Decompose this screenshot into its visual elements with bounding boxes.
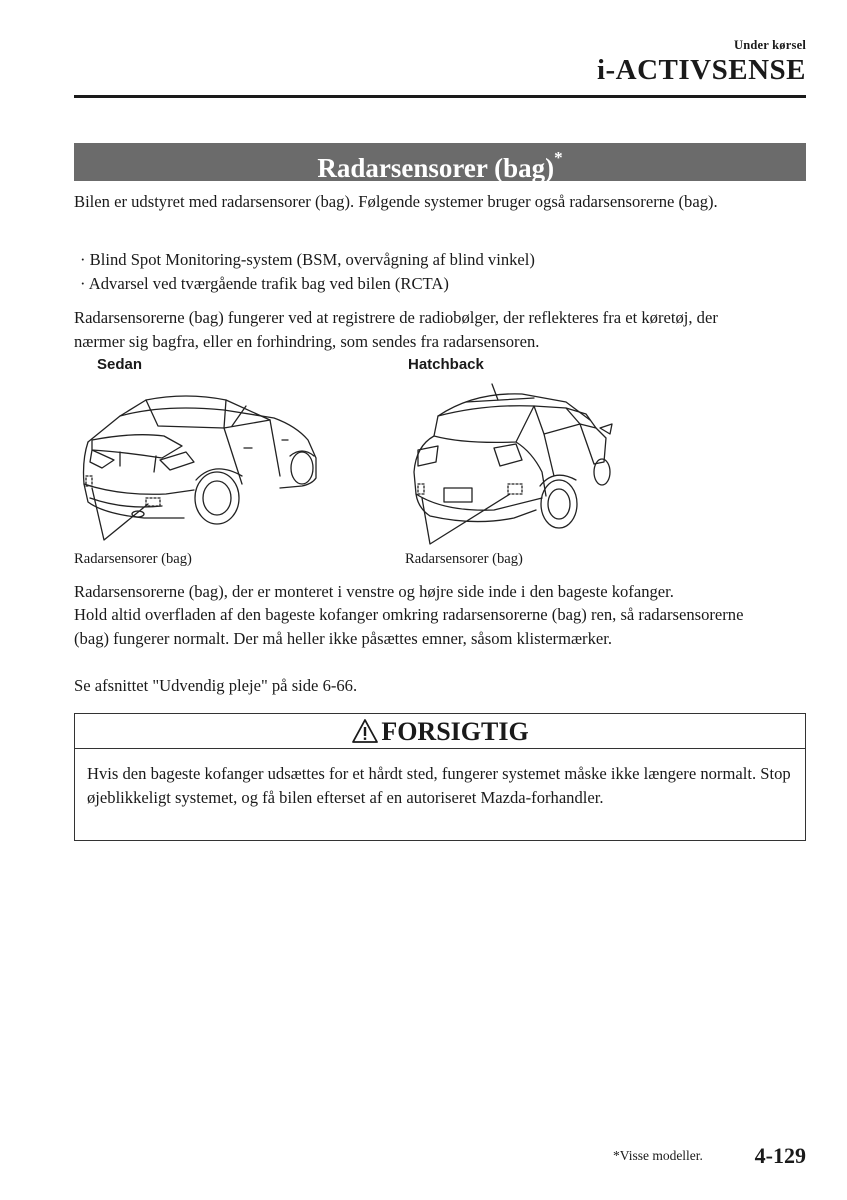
function-paragraph: Radarsensorerne (bag) fungerer ved at registrere de radiobølger, der reflekteres fra et køretøj, der nærmer sig bagfra, eller en forhindring, som sendes fra radarsensoren. [74, 308, 718, 351]
figure-caption-sedan: Radarsensorer (bag) [74, 551, 192, 567]
warning-triangle-icon [351, 718, 379, 744]
footnote-marker: * [554, 148, 563, 167]
section-title-bar [74, 143, 806, 181]
caution-box [74, 713, 806, 841]
section-title: Radarsensorer (bag) [317, 153, 555, 183]
hatchback-rear-illustration [404, 376, 614, 548]
system-item-rcta: · Advarsel ved tværgående trafik bag ved bilen (RCTA) [80, 274, 449, 293]
intro-paragraph: Bilen er udstyret med radarsensorer (bag). Følgende systemer bruger også radarsensorerne (bag). [74, 192, 718, 211]
sedan-rear-illustration [74, 380, 324, 548]
page-number: 4-129 [754, 1143, 806, 1168]
system-item-bsm: · Blind Spot Monitoring-system (BSM, overvågning af blind vinkel) [80, 250, 535, 269]
cleaning-paragraph: Hold altid overfladen af den bageste kofanger omkring radarsensorerne (bag) ren, så radarsensorerne (bag) fungerer normalt. Der må heller ikke påsættes emner, såsom klistermærker. [74, 605, 744, 648]
chapter-title: i-ACTIVSENSE [596, 54, 806, 86]
reference-paragraph: Se afsnittet "Udvendig pleje" på side 6-66. [74, 676, 358, 695]
caution-title: FORSIGTIG [381, 717, 529, 746]
caution-header [75, 714, 805, 749]
figure-label-sedan: Sedan [97, 356, 143, 373]
footnote: *Visse modeller. [613, 1148, 703, 1163]
caution-text: Hvis den bageste kofanger udsættes for et hårdt sted, fungerer systemet måske ikke længere normalt. Stop øjeblikkeligt systemet, og få bilen efterset af en autoriseret Mazda-forhandler. [87, 764, 791, 807]
figure-label-hatchback: Hatchback [408, 356, 484, 373]
figure-caption-hatchback: Radarsensorer (bag) [405, 551, 523, 567]
header-divider [74, 95, 806, 98]
mounting-paragraph: Radarsensorerne (bag), der er monteret i venstre og højre side inde i den bageste kofanger. [74, 582, 674, 601]
chapter-subtitle: Under kørsel [734, 38, 806, 52]
